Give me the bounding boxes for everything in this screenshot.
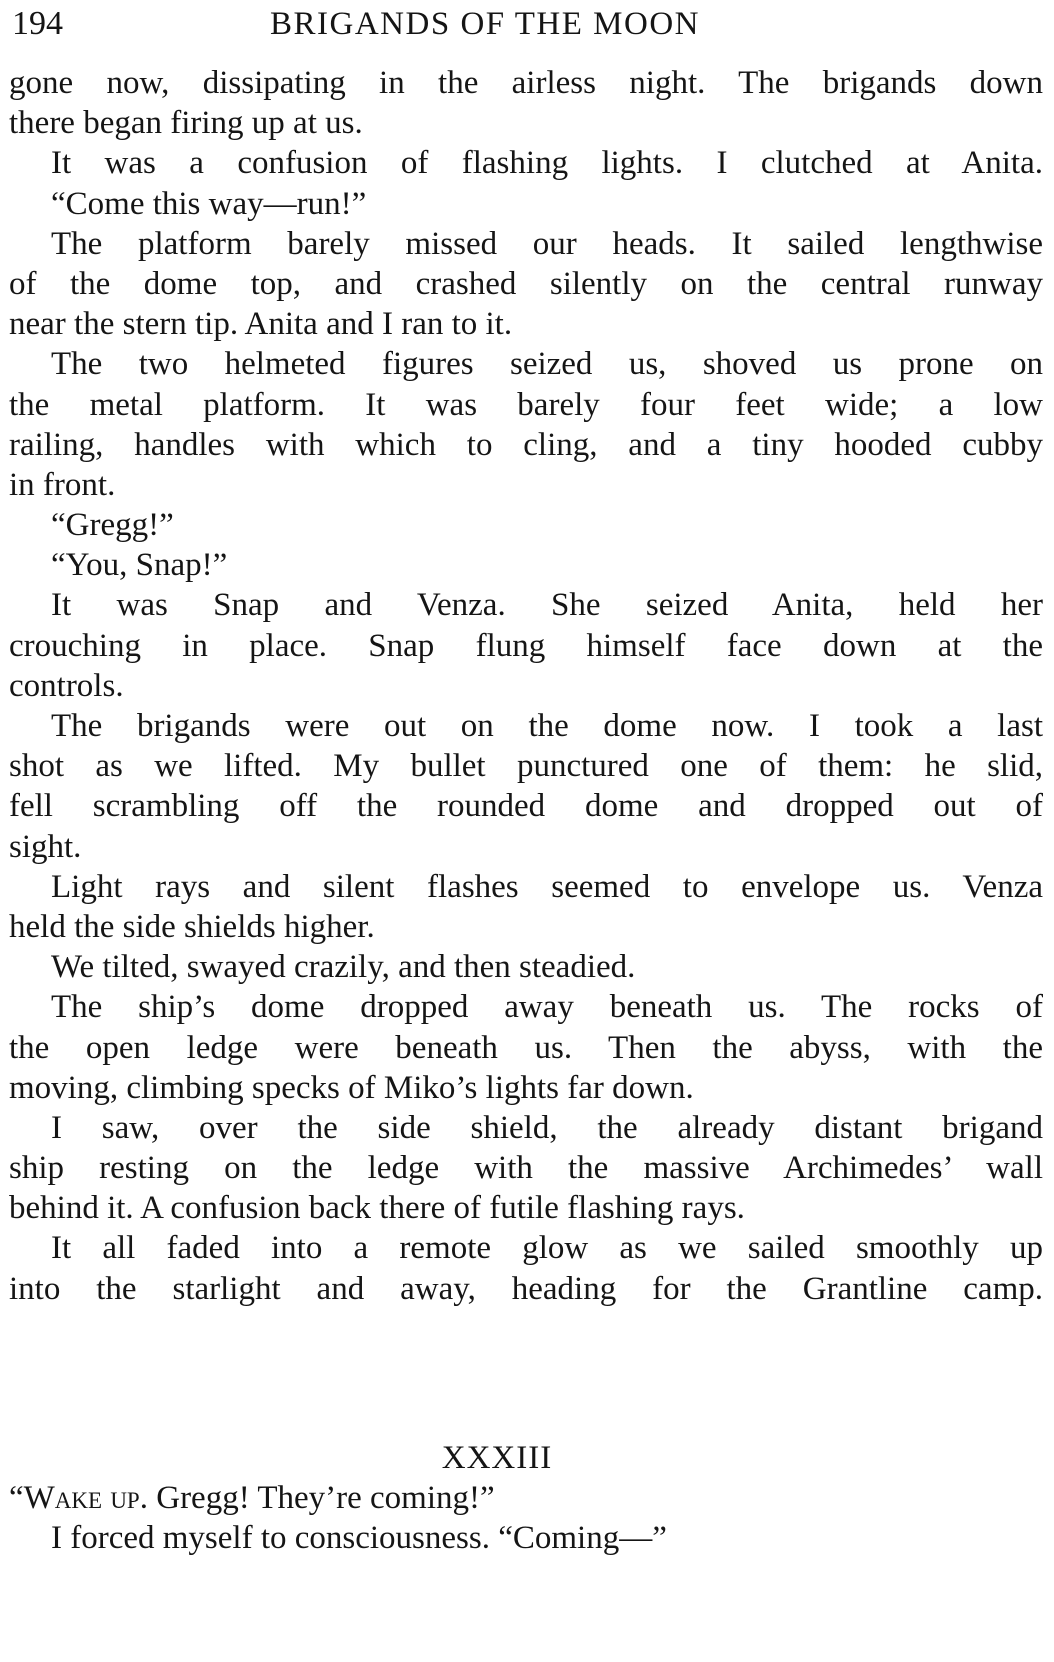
chapter-text <box>9 1478 1043 1558</box>
text-line: “Gregg!” <box>51 507 174 544</box>
text-line: the open ledge were beneath us. Then the abyss, with the <box>9 1029 1043 1066</box>
page-number: 194 <box>12 5 63 42</box>
text-line: sight. <box>9 828 82 865</box>
text-line: held the side shields higher. <box>9 908 375 945</box>
text-line: shot as we lifted. My bullet punctured one of them: he slid, <box>9 748 1043 785</box>
text-line: The platform barely missed our heads. It sailed lengthwise <box>51 225 1043 262</box>
text-line: The ship’s dome dropped away beneath us. The rocks of <box>51 989 1043 1026</box>
text-line: of the dome top, and crashed silently on the central runway <box>9 265 1043 302</box>
text-line: Light rays and silent flashes seemed to envelope us. Venza <box>51 868 1043 905</box>
text-line: I saw, over the side shield, the already distant brigand <box>51 1109 1043 1146</box>
text-line: fell scrambling off the rounded dome and dropped out of <box>9 788 1043 825</box>
text-line: The brigands were out on the dome now. I took a last <box>51 708 1043 744</box>
chapter-first-line <box>9 1478 1043 1518</box>
text-line: the metal platform. It was barely four feet wide; a low <box>9 386 1043 423</box>
running-title: BRIGANDS OF THE MOON <box>270 6 701 42</box>
text-line: “You, Snap!” <box>51 547 228 584</box>
first-line-rest: . Gregg! They’re coming!” <box>139 1480 495 1516</box>
text-line: We tilted, swayed crazily, and then steadied. <box>51 949 636 986</box>
page-header <box>12 2 1012 46</box>
text-line: near the stern tip. Anita and I ran to it. <box>9 306 513 343</box>
text-line: railing, handles with which to cling, and a tiny hooded cubby <box>9 426 1043 463</box>
text-line: there began firing up at us. <box>9 105 363 142</box>
chapter-heading: XXXIII <box>441 1440 553 1476</box>
text-line: ship resting on the ledge with the massive Archimedes’ wall <box>9 1150 1043 1187</box>
text-line: “Come this way—run!” <box>51 185 367 222</box>
small-caps-opening: Wake up <box>23 1480 140 1516</box>
body-text <box>9 63 1043 1309</box>
text-line: crouching in place. Snap flung himself face down at the <box>9 627 1043 664</box>
open-quote: “ <box>9 1480 24 1516</box>
text-line: It was a confusion of flashing lights. I clutched at Anita. <box>51 145 1043 182</box>
text-line: controls. <box>9 667 124 704</box>
text-line: moving, climbing specks of Miko’s lights far down. <box>9 1069 694 1106</box>
text-line: It was Snap and Venza. She seized Anita, held her <box>51 587 1043 624</box>
text-line: into the starlight and away, heading for the Grantline camp. <box>9 1270 1043 1307</box>
text-line: behind it. A confusion back there of futile flashing rays. <box>9 1190 745 1227</box>
text-line: in front. <box>9 466 116 503</box>
text-line: The two helmeted figures seized us, shoved us prone on <box>51 346 1043 383</box>
text-line: It all faded into a remote glow as we sailed smoothly up <box>51 1230 1043 1267</box>
chapter-second-line: I forced myself to consciousness. “Coming—” <box>51 1520 667 1557</box>
text-line: gone now, dissipating in the airless night. The brigands down <box>9 65 1043 101</box>
